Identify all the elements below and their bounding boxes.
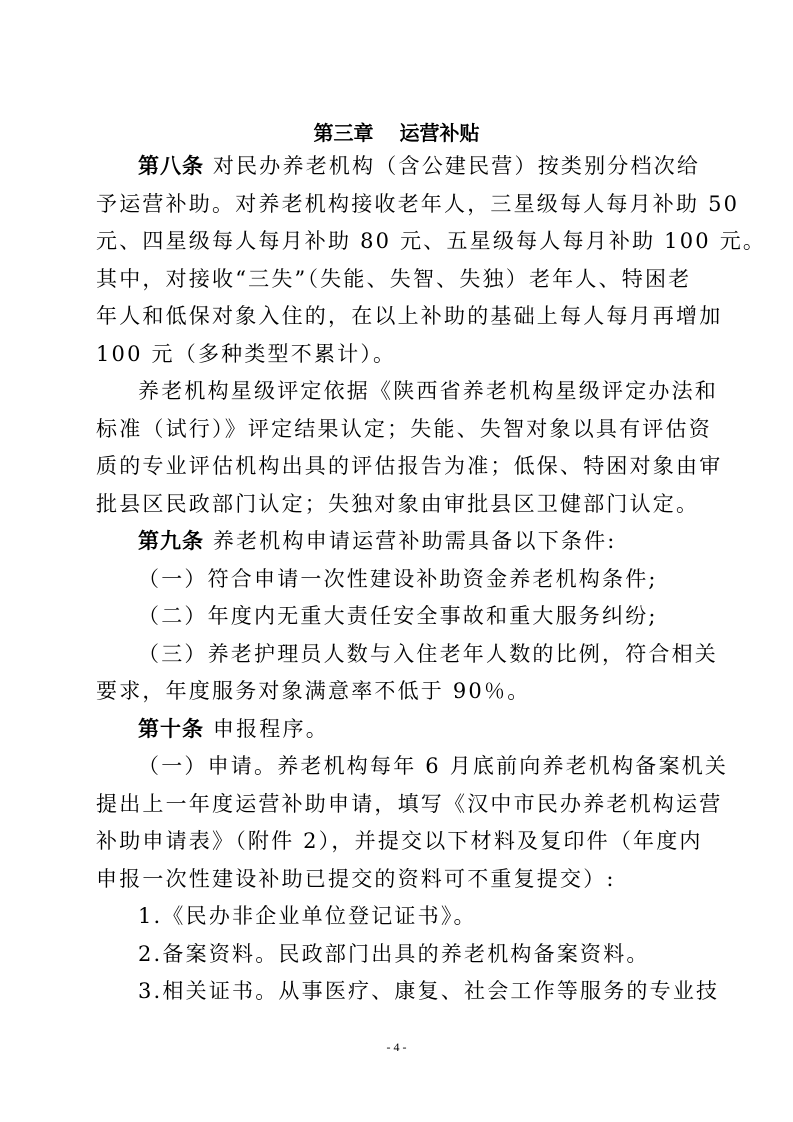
article-9-line: 第九条 养老机构申请运营补助需具备以下条件:: [138, 529, 617, 553]
article-8-line: 元、四星级每人每月补助 80 元、五星级每人每月补助 100 元。: [96, 229, 767, 253]
chapter-title: 运营补贴: [399, 121, 480, 145]
page-number: - 4 -: [386, 1040, 407, 1054]
article-9-label: 第九条: [138, 529, 204, 553]
article-10-line: 申报一次性建设补助已提交的资料可不重复提交）:: [96, 866, 616, 891]
chapter-number: 第三章: [313, 121, 374, 145]
article-10-line: 补助申请表》（附件 2），并提交以下材料及复印件（年度内: [96, 829, 703, 853]
article-9: [96, 523, 718, 711]
material-item: 1.《民办非企业单位登记证书》。: [138, 904, 477, 928]
article-9-item-cont: 要求，年度服务对象满意率不低于 90％。: [96, 679, 531, 703]
rating-line: 标准（试行）》评定结果认定；失能、失智对象以具有评估资: [96, 416, 712, 441]
article-9-item: （一）符合申请一次性建设补助资金养老机构条件;: [138, 566, 658, 591]
article-10-line: 提出上一年度运营补助申请，填写《汉中市民办养老机构运营: [96, 791, 723, 816]
article-8-line: 予运营补助。对养老机构接收老年人，三星级每人每月补助 50: [96, 191, 740, 216]
material-item: 2.备案资料。民政部门出具的养老机构备案资料。: [138, 941, 650, 966]
article-8-line: 年人和低保对象入住的，在以上补助的基础上每人每月再增加: [96, 304, 723, 328]
article-8: [96, 148, 767, 373]
article-8-label: 第八条: [138, 154, 204, 178]
article-9-item: （二）年度内无重大责任安全事故和重大服务纠纷;: [138, 604, 658, 628]
material-item: 3.相关证书。从事医疗、康复、社会工作等服务的专业技: [138, 979, 720, 1003]
article-9-item: （三）养老护理员人数与入住老年人数的比例，符合相关: [138, 641, 718, 666]
rating-line: 质的专业评估机构出具的评估报告为准；低保、特困对象由审: [96, 454, 723, 478]
article-8-line: 100 元（多种类型不累计）。: [96, 341, 397, 366]
rating-line: 批县区民政部门认定；失独对象由审批县区卫健部门认定。: [96, 491, 700, 516]
article-8-line: 第八条 对民办养老机构（含公建民营）按类别分档次给: [138, 154, 701, 178]
rating-line: 养老机构星级评定依据《陕西省养老机构星级评定办法和: [138, 379, 718, 403]
article-8-line: 其中，对接收“三失”（失能、失智、失独）老年人、特困老: [96, 266, 692, 291]
document-body: [96, 148, 767, 1011]
article-10-label: 第十条: [138, 716, 204, 741]
chapter-heading: [0, 118, 793, 148]
rating-paragraph: [96, 373, 723, 523]
article-10-line: （一）申请。养老机构每年 6 月底前向养老机构备案机关: [138, 754, 729, 778]
article-10: [96, 711, 729, 1011]
article-10-line: 第十条 申报程序。: [138, 716, 329, 741]
